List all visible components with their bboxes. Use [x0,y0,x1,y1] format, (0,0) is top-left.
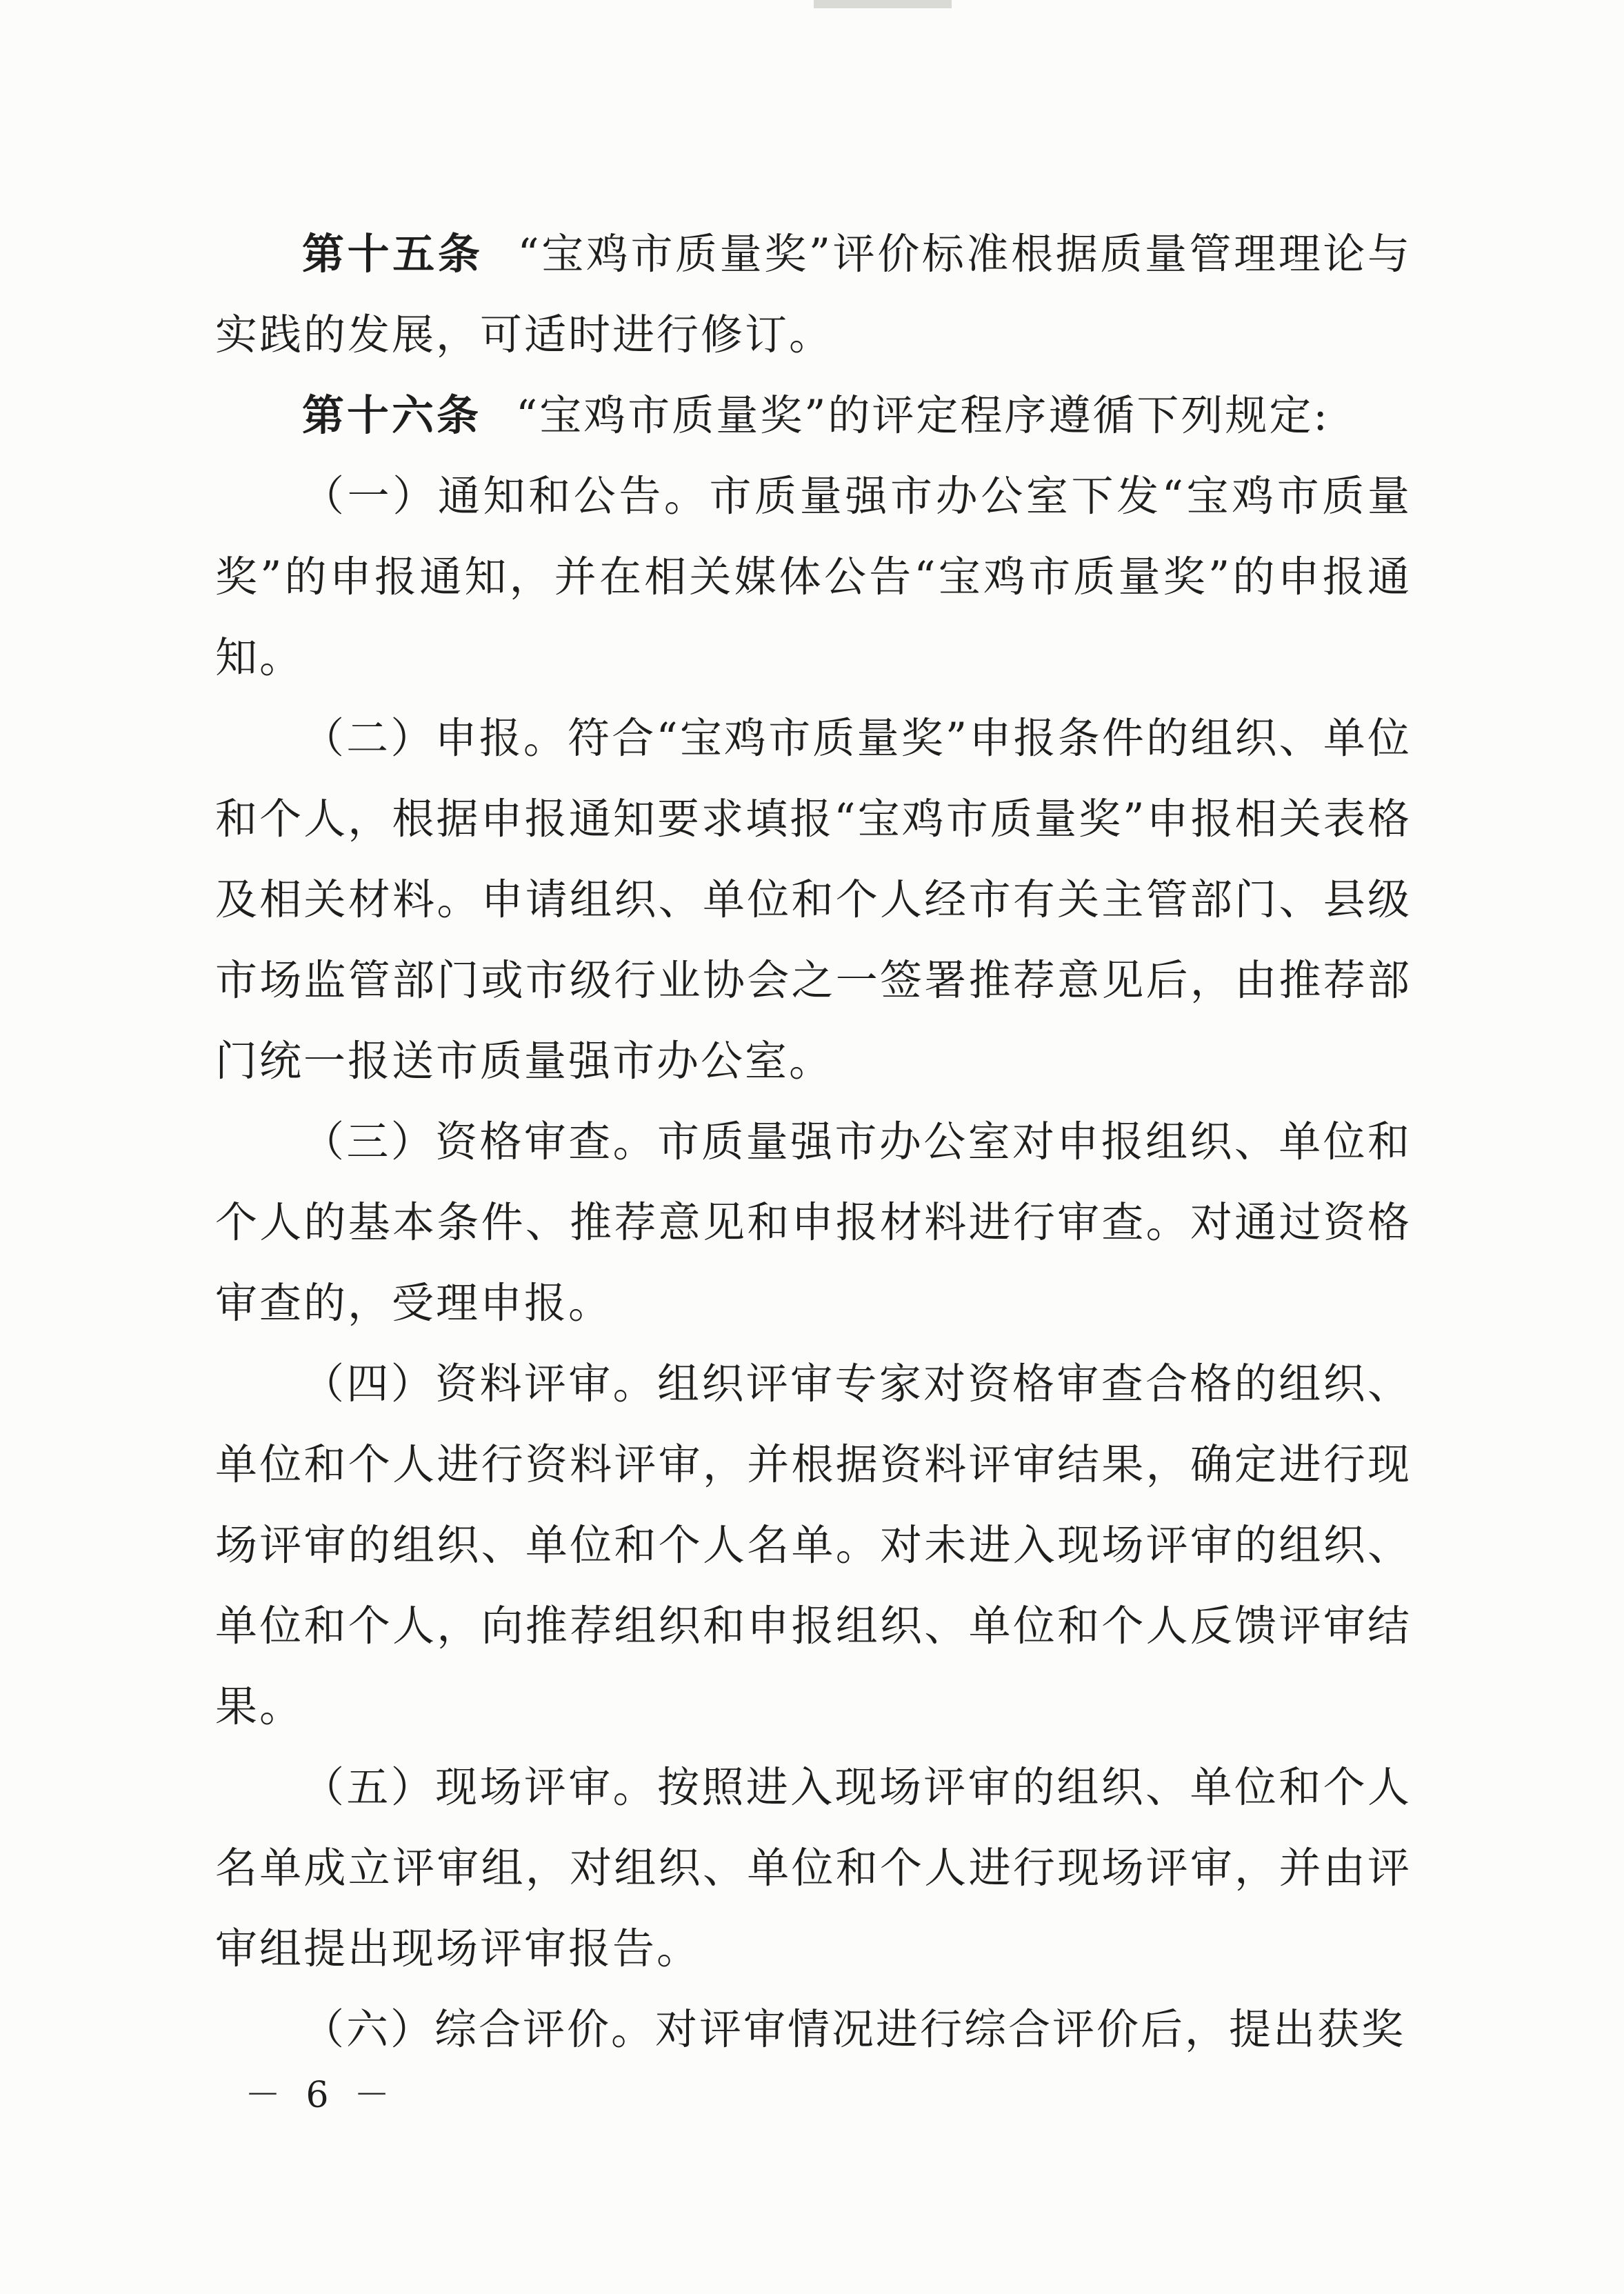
article-15 [215,214,1412,375]
clause-2: （二）申报。符合“宝鸡市质量奖”申报条件的组织、单位和个人，根据申报通知要求填报“宝鸡市质量奖”申报相关表格及相关材料。申请组织、单位和个人经市有关主管部门、县级市场监管部门或市级行业协会之一签署推荐意见后，由推荐部门统一报送市质量强市办公室。 [215,714,1412,1086]
article-label: 第十六条 [302,391,482,440]
page-number: － 6 － [245,2075,397,2116]
clause-6: （六）综合评价。对评审情况进行综合评价后，提出获奖 [302,2005,1406,2054]
article-16 [215,375,1412,456]
article-text: “宝鸡市质量奖”的评定程序遵循下列规定: [516,391,1330,440]
clause-1: （一）通知和公告。市质量强市办公室下发“宝鸡市质量奖”的申报通知，并在相关媒体公告“宝鸡市质量奖”的申报通知。 [215,472,1412,682]
article-text: “宝鸡市质量奖”评价标准根据质量管理理论与实践的发展，可适时进行修订。 [215,230,1412,359]
scan-artifact [814,0,952,8]
document-body [215,214,1412,2070]
article-label: 第十五条 [302,230,483,279]
clause-4: （四）资料评审。组织评审专家对资格审查合格的组织、单位和个人进行资料评审，并根据资料评审结果，确定进行现场评审的组织、单位和个人名单。对未进入现场评审的组织、单位和个人，向推荐组织和申报组织、单位和个人反馈评审结果。 [215,1359,1412,1731]
clause-5: （五）现场评审。按照进入现场评审的组织、单位和个人名单成立评审组，对组织、单位和个人进行现场评审，并由评审组提出现场评审报告。 [215,1763,1412,1973]
clause-3: （三）资格审查。市质量强市办公室对申报组织、单位和个人的基本条件、推荐意见和申报材料进行审查。对通过资格审查的，受理申报。 [215,1117,1412,1328]
